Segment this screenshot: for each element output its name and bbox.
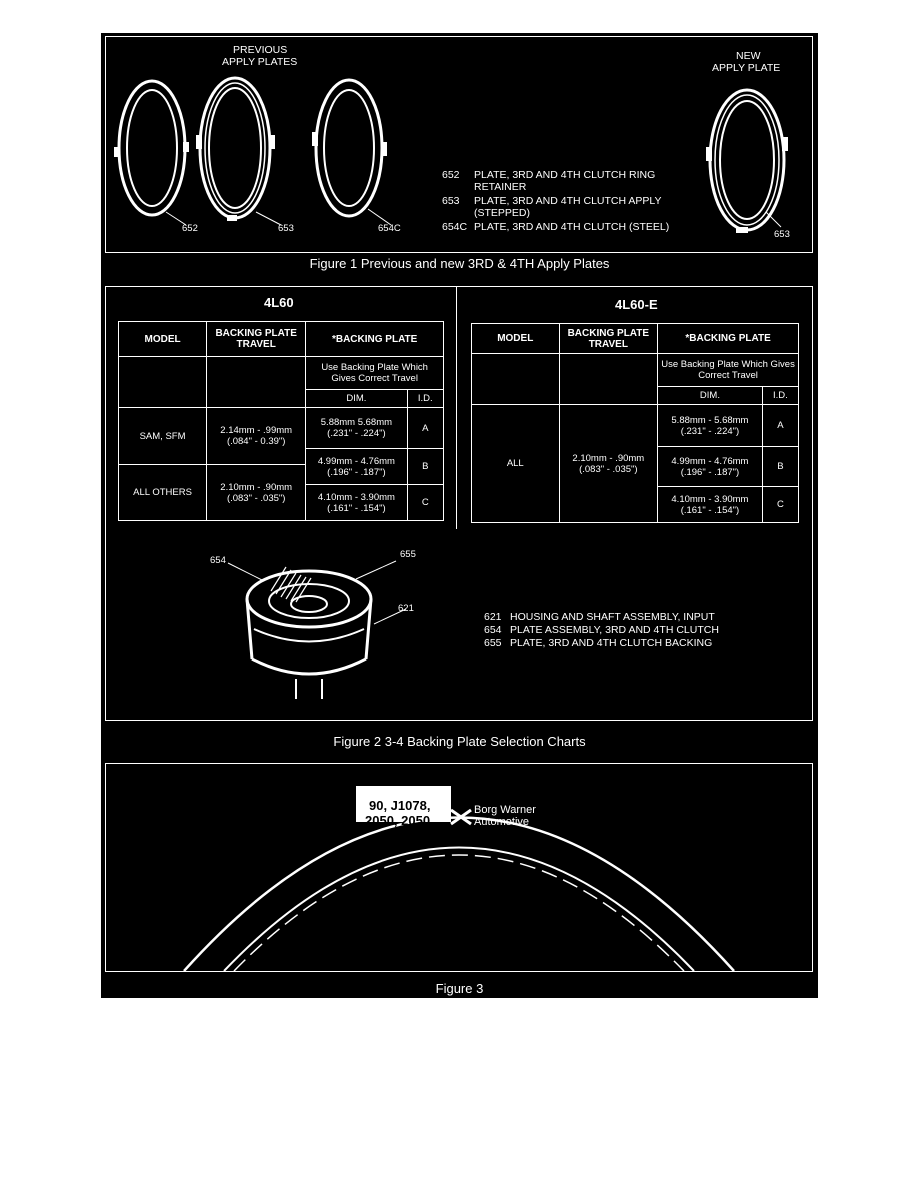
legend-655-num: 655 (484, 637, 502, 649)
brand-line-1: Borg Warner (474, 804, 536, 816)
figure1-panel (105, 36, 813, 253)
callout-653-new: 653 (774, 229, 790, 240)
dim-header-e: DIM. (658, 387, 763, 405)
plate-a-dim (306, 408, 407, 449)
plate-c-in: (.161" - .154") (327, 502, 386, 514)
header-model: MODEL (119, 322, 207, 357)
plate-b-mm-e: 4.99mm - 4.76mm (671, 455, 749, 467)
callout-654: 654 (210, 555, 226, 566)
new-label-2: APPLY PLATE (712, 62, 781, 74)
callout-655: 655 (400, 549, 416, 560)
travel-all-others-mm: 2.10mm - .90mm (220, 481, 293, 493)
figure1-caption: Figure 1 Previous and new 3RD & 4TH Apply Plates (309, 256, 610, 271)
dim-header: DIM. (306, 390, 407, 408)
header-plate-e: *BACKING PLATE (658, 324, 799, 354)
plate-c-mm-e: 4.10mm - 3.90mm (671, 493, 749, 505)
plate-653-inner (209, 88, 261, 208)
callout-652: 652 (182, 223, 198, 234)
plate-653-outer (200, 78, 270, 218)
use-note: Use Backing Plate Which Gives Correct Travel (306, 357, 444, 390)
legend-654-text: PLATE ASSEMBLY, 3RD AND 4TH CLUTCH (510, 624, 719, 636)
plate-652-outer (119, 81, 185, 215)
travel-all-mm: 2.10mm - .90mm (572, 452, 645, 464)
plate-c-id-e: C (762, 487, 798, 523)
new-plate-inner (720, 101, 774, 219)
model-sam-sfm: SAM, SFM (119, 408, 207, 465)
charts-divider (456, 287, 457, 529)
apply-plates-drawing (106, 37, 812, 252)
new-label-1: NEW (736, 50, 761, 62)
previous-label-2: APPLY PLATES (222, 56, 298, 68)
plate-654c-inner (324, 90, 374, 206)
plate-outer-edge (184, 818, 734, 972)
figure-sheet (101, 33, 818, 998)
legend-653-num: 653 (442, 195, 460, 207)
plate-653-mid (205, 83, 265, 213)
table-4l60 (118, 321, 444, 521)
plate-spline-edge (234, 855, 684, 971)
header-travel: BACKING PLATE TRAVEL (207, 322, 306, 357)
model-all-others: ALL OTHERS (119, 465, 207, 521)
travel-sam-sfm-in: (.084" - 0.39") (226, 436, 286, 447)
figure3-caption: Figure 3 (435, 981, 484, 996)
id-header-e: I.D. (762, 387, 798, 405)
travel-sam-sfm (207, 408, 306, 465)
travel-all-others-in: (.083" - .035") (226, 492, 286, 504)
legend-654c-num: 654C (442, 221, 468, 233)
legend-653-line2: (STEPPED) (474, 207, 531, 219)
plate-c-mm: 4.10mm - 3.90mm (317, 491, 395, 503)
legend-621-text: HOUSING AND SHAFT ASSEMBLY, INPUT (510, 611, 715, 623)
brand-line-2: Automotive (474, 816, 530, 828)
callout-653: 653 (278, 223, 294, 234)
plate-a-mm-e: 5.88mm - 5.68mm (671, 414, 749, 426)
model-all: ALL (472, 405, 560, 523)
travel-all-others (207, 465, 306, 521)
plate-c-in-e: (.161" - .154") (680, 504, 740, 516)
plate-c-dim (306, 485, 407, 521)
table-4l60-title: 4L60 (264, 295, 294, 310)
plate-b-dim-e (658, 447, 763, 487)
plate-b-id-e: B (762, 447, 798, 487)
callout-654c: 654C (378, 223, 401, 234)
header-plate: *BACKING PLATE (306, 322, 444, 357)
legend-652-line2: RETAINER (474, 181, 527, 193)
table-4l60e-title: 4L60-E (615, 297, 658, 312)
plate-b-in-e: (.196" - .187") (680, 466, 740, 478)
plate-a-mm: 5.88mm 5.68mm (320, 417, 393, 428)
plate-654c-outer (316, 80, 382, 216)
plate-c-dim-e (658, 487, 763, 523)
table-4l60e (471, 323, 799, 523)
plate-c-id: C (407, 485, 443, 521)
id-header: I.D. (407, 390, 443, 408)
plate-b-id: B (407, 449, 443, 485)
friction-plate-drawing (106, 764, 812, 971)
plate-a-in-e: (.231" - .224") (680, 425, 740, 437)
plate-inner-edge (224, 848, 694, 972)
header-model-e: MODEL (472, 324, 560, 354)
stamp-line-1: 90, J1078, (369, 798, 431, 813)
use-note-e: Use Backing Plate Which Gives Correct Travel (658, 354, 799, 387)
legend-654-num: 654 (484, 624, 502, 636)
legend-652-line1: PLATE, 3RD AND 4TH CLUTCH RING (474, 169, 656, 181)
new-plate-mid (715, 95, 779, 225)
hub-ring (291, 596, 327, 612)
travel-all-in: (.083" - .035") (579, 463, 638, 475)
plate-652-inner (127, 90, 177, 206)
figure2-caption: Figure 2 3-4 Backing Plate Selection Charts (333, 734, 586, 749)
previous-label-1: PREVIOUS (233, 44, 288, 56)
plate-a-id: A (407, 408, 443, 449)
legend-654c-line1: PLATE, 3RD AND 4TH CLUTCH (STEEL) (474, 221, 670, 233)
legend-655-text: PLATE, 3RD AND 4TH CLUTCH BACKING (510, 637, 713, 649)
header-travel-e: BACKING PLATE TRAVEL (559, 324, 658, 354)
callout-621: 621 (398, 603, 414, 614)
plate-b-dim (306, 449, 407, 485)
legend-621-num: 621 (484, 611, 502, 623)
plate-a-dim-e (658, 405, 763, 447)
plate-b-in: (.196" - .187") (327, 466, 386, 478)
legend-653-line1: PLATE, 3RD AND 4TH CLUTCH APPLY (474, 195, 662, 207)
stamp-line-2: 2050, 2050 (365, 813, 431, 828)
borg-warner-logo-icon (449, 808, 473, 826)
travel-all (559, 405, 658, 523)
plate-b-mm: 4.99mm - 4.76mm (317, 455, 395, 467)
plate-a-id-e: A (762, 405, 798, 447)
travel-sam-sfm-mm: 2.14mm - .99mm (220, 425, 293, 436)
figure3-panel (105, 763, 813, 972)
legend-652-num: 652 (442, 169, 460, 181)
new-plate-outer (710, 90, 784, 230)
clutch-assembly-drawing (206, 549, 446, 709)
plate-a-in: (.231" - .224") (327, 428, 386, 439)
figure2-panel (105, 286, 813, 721)
